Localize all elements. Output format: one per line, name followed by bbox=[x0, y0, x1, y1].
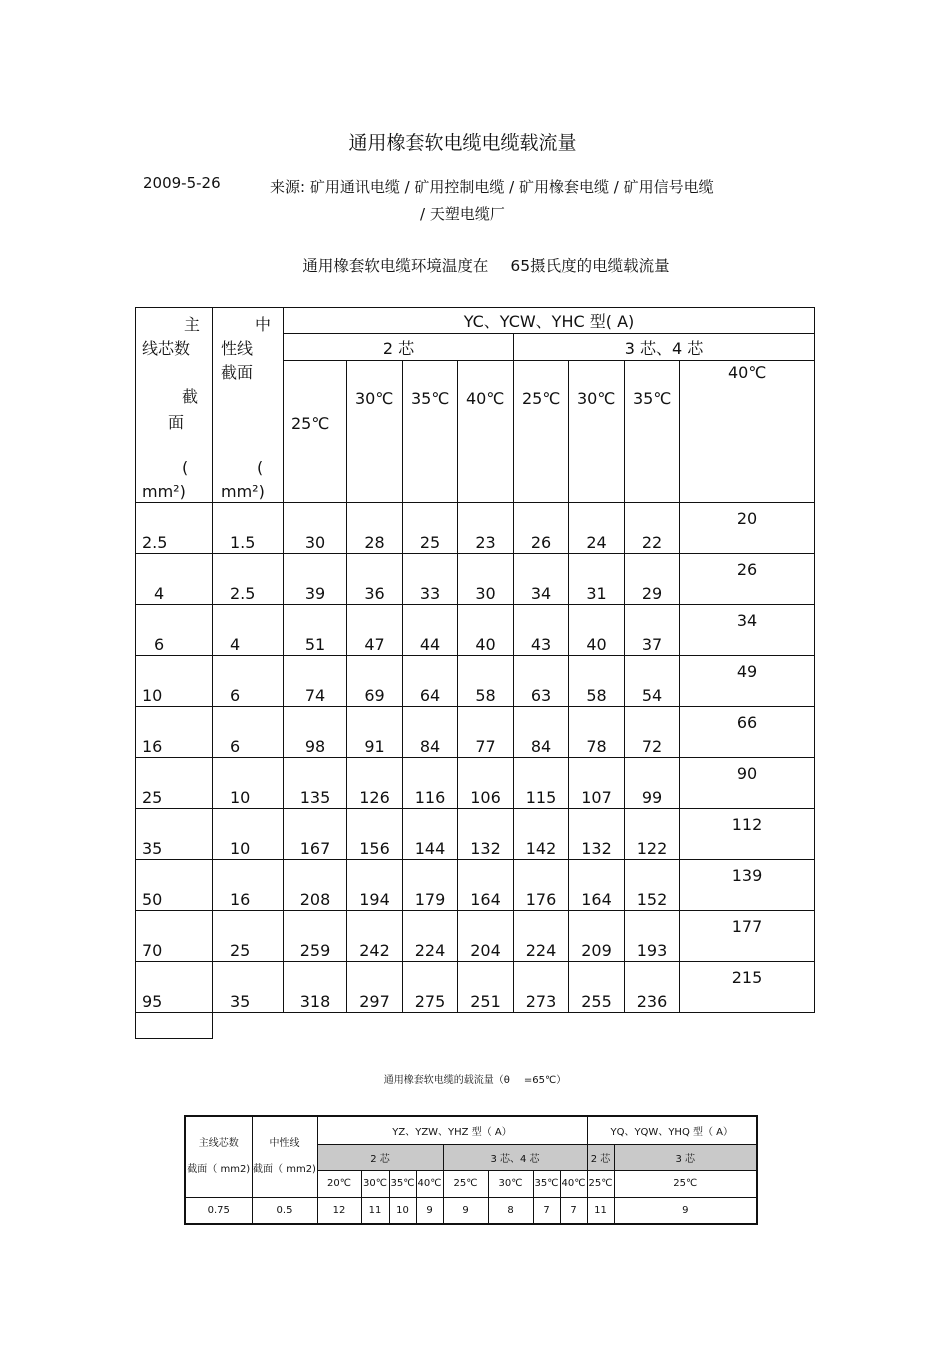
cell-neutral-section: 2.5 bbox=[213, 554, 284, 605]
cell-current-value: 193 bbox=[625, 911, 680, 962]
cell-current-value: 36 bbox=[347, 554, 403, 605]
cell-current-value: 23 bbox=[458, 503, 514, 554]
table-row bbox=[136, 911, 815, 962]
table-row bbox=[136, 707, 815, 758]
current-capacity-table-2 bbox=[184, 1115, 758, 1225]
cell-current-value: 24 bbox=[569, 503, 625, 554]
header-type-group: YC、YCW、YHC 型( A) bbox=[284, 308, 815, 334]
cell-current-value: 44 bbox=[403, 605, 458, 656]
cell-current-value: 204 bbox=[458, 911, 514, 962]
cell-current-value: 224 bbox=[514, 911, 569, 962]
cell-current-value: 112 bbox=[680, 809, 815, 860]
cell-current-value: 122 bbox=[625, 809, 680, 860]
cell-main-section: 16 bbox=[136, 707, 213, 758]
cell-current-value: 215 bbox=[680, 962, 815, 1013]
header-neutral: 中 性线 截面 ( mm²) bbox=[213, 308, 284, 503]
t2-temp: 30℃ bbox=[488, 1170, 533, 1197]
table-row bbox=[136, 860, 815, 911]
cell-current-value: 107 bbox=[569, 758, 625, 809]
cell-current-value: 164 bbox=[569, 860, 625, 911]
t2-temp: 30℃ bbox=[361, 1170, 389, 1197]
t2-cell: 9 bbox=[443, 1197, 488, 1224]
cell-current-value: 20 bbox=[680, 503, 815, 554]
cell-neutral-section: 16 bbox=[213, 860, 284, 911]
cell-current-value: 25 bbox=[403, 503, 458, 554]
cell-current-value: 40 bbox=[569, 605, 625, 656]
t2-temp: 35℃ bbox=[389, 1170, 416, 1197]
t2-cell-main: 0.75 bbox=[185, 1197, 252, 1224]
t2-temp: 25℃ bbox=[614, 1170, 757, 1197]
cell-current-value: 74 bbox=[284, 656, 347, 707]
table2-caption bbox=[0, 1071, 950, 1086]
source-text-2: / 天塑电缆厂 bbox=[420, 205, 505, 223]
current-capacity-table bbox=[135, 307, 815, 1039]
cell-current-value: 194 bbox=[347, 860, 403, 911]
cell-current-value: 91 bbox=[347, 707, 403, 758]
cell-current-value: 224 bbox=[403, 911, 458, 962]
cell-current-value: 208 bbox=[284, 860, 347, 911]
t2-group2: YQ、YQW、YHQ 型（ A） bbox=[587, 1116, 757, 1144]
cell-current-value: 49 bbox=[680, 656, 815, 707]
t2-cell-neutral: 0.5 bbox=[252, 1197, 317, 1224]
cell-current-value: 209 bbox=[569, 911, 625, 962]
cell-neutral-section: 4 bbox=[213, 605, 284, 656]
table-row bbox=[136, 656, 815, 707]
cell-current-value: 164 bbox=[458, 860, 514, 911]
t2-cell: 7 bbox=[533, 1197, 560, 1224]
header-main-cores: 主 线芯数 截 面 ( mm²) bbox=[136, 308, 213, 503]
t2-cell: 11 bbox=[587, 1197, 614, 1224]
caption-post: 摄氏度的电缆载流量 bbox=[530, 257, 670, 275]
cell-current-value: 251 bbox=[458, 962, 514, 1013]
cell-current-value: 99 bbox=[625, 758, 680, 809]
table-row bbox=[136, 758, 815, 809]
t2-temp: 40℃ bbox=[416, 1170, 443, 1197]
cell-current-value: 72 bbox=[625, 707, 680, 758]
cell-current-value: 90 bbox=[680, 758, 815, 809]
table-row bbox=[136, 503, 815, 554]
cell-current-value: 66 bbox=[680, 707, 815, 758]
cell-current-value: 132 bbox=[458, 809, 514, 860]
temp-header: 35℃ bbox=[403, 361, 458, 503]
cell-current-value: 26 bbox=[680, 554, 815, 605]
t2-cell: 8 bbox=[488, 1197, 533, 1224]
cell-current-value: 26 bbox=[514, 503, 569, 554]
t2-g1-2core: 2 芯 bbox=[317, 1144, 443, 1170]
cell-current-value: 77 bbox=[458, 707, 514, 758]
temp-header: 40℃ bbox=[680, 361, 815, 503]
cell-current-value: 275 bbox=[403, 962, 458, 1013]
cell-current-value: 135 bbox=[284, 758, 347, 809]
cell-main-section: 10 bbox=[136, 656, 213, 707]
cell-main-section: 2.5 bbox=[136, 503, 213, 554]
cell-current-value: 58 bbox=[458, 656, 514, 707]
cell-current-value: 132 bbox=[569, 809, 625, 860]
cell-current-value: 47 bbox=[347, 605, 403, 656]
cell-current-value: 242 bbox=[347, 911, 403, 962]
cell-current-value: 106 bbox=[458, 758, 514, 809]
cell-neutral-section: 25 bbox=[213, 911, 284, 962]
cell-current-value: 40 bbox=[458, 605, 514, 656]
header-34core: 3 芯、4 芯 bbox=[514, 334, 815, 361]
cell-current-value: 43 bbox=[514, 605, 569, 656]
cell-main-section: 70 bbox=[136, 911, 213, 962]
cell-neutral-section: 6 bbox=[213, 707, 284, 758]
t2-g1-34core: 3 芯、4 芯 bbox=[443, 1144, 587, 1170]
t2-group1: YZ、YZW、YHZ 型（ A） bbox=[317, 1116, 587, 1144]
cell-current-value: 318 bbox=[284, 962, 347, 1013]
cell-neutral-section: 6 bbox=[213, 656, 284, 707]
cell-current-value: 78 bbox=[569, 707, 625, 758]
cell-current-value: 98 bbox=[284, 707, 347, 758]
t2-cell: 10 bbox=[389, 1197, 416, 1224]
t2-header-neutral: 中性线 截面（ mm2) bbox=[252, 1116, 317, 1197]
t2-g2-2core: 2 芯 bbox=[587, 1144, 614, 1170]
table-row bbox=[136, 554, 815, 605]
cell-current-value: 51 bbox=[284, 605, 347, 656]
source-text-1: 来源: 矿用通讯电缆 / 矿用控制电缆 / 矿用橡套电缆 / 矿用信号电缆 bbox=[270, 178, 714, 196]
cell-current-value: 54 bbox=[625, 656, 680, 707]
cell-current-value: 144 bbox=[403, 809, 458, 860]
cell-current-value: 64 bbox=[403, 656, 458, 707]
t2-temp: 25℃ bbox=[443, 1170, 488, 1197]
t2-cell: 7 bbox=[560, 1197, 587, 1224]
cell-main-section: 95 bbox=[136, 962, 213, 1013]
table-row bbox=[136, 605, 815, 656]
temp-header: 30℃ bbox=[569, 361, 625, 503]
t2-temp: 25℃ bbox=[587, 1170, 614, 1197]
cell-main-section: 25 bbox=[136, 758, 213, 809]
cell-current-value: 156 bbox=[347, 809, 403, 860]
t2-cell: 11 bbox=[361, 1197, 389, 1224]
cell-current-value: 84 bbox=[403, 707, 458, 758]
cell-current-value: 259 bbox=[284, 911, 347, 962]
t2-cell: 9 bbox=[416, 1197, 443, 1224]
t2-header-main: 主线芯数 截面（ mm2) bbox=[185, 1116, 252, 1197]
cell-current-value: 69 bbox=[347, 656, 403, 707]
cell-current-value: 63 bbox=[514, 656, 569, 707]
cell-current-value: 84 bbox=[514, 707, 569, 758]
table-row bbox=[136, 809, 815, 860]
cell-current-value: 33 bbox=[403, 554, 458, 605]
cell-current-value: 115 bbox=[514, 758, 569, 809]
t2-temp: 20℃ bbox=[317, 1170, 361, 1197]
t2-g2-3core: 3 芯 bbox=[614, 1144, 757, 1170]
cell-current-value: 30 bbox=[284, 503, 347, 554]
cell-current-value: 142 bbox=[514, 809, 569, 860]
temp-header: 30℃ bbox=[347, 361, 403, 503]
cell-current-value: 39 bbox=[284, 554, 347, 605]
cell-current-value: 116 bbox=[403, 758, 458, 809]
cell-main-section: 50 bbox=[136, 860, 213, 911]
cell-current-value: 126 bbox=[347, 758, 403, 809]
cell-neutral-section: 10 bbox=[213, 809, 284, 860]
table1-caption bbox=[0, 254, 950, 276]
cell-neutral-section: 35 bbox=[213, 962, 284, 1013]
source-line bbox=[270, 174, 830, 228]
t2-cell: 9 bbox=[614, 1197, 757, 1224]
temp-header: 35℃ bbox=[625, 361, 680, 503]
page-title: 通用橡套软电缆电缆载流量 bbox=[348, 132, 577, 154]
t2-cell: 12 bbox=[317, 1197, 361, 1224]
cell-current-value: 179 bbox=[403, 860, 458, 911]
cell-current-value: 34 bbox=[680, 605, 815, 656]
cell-main-section: 4 bbox=[136, 554, 213, 605]
table-row bbox=[136, 962, 815, 1013]
empty-cell bbox=[136, 1013, 213, 1039]
cell-current-value: 297 bbox=[347, 962, 403, 1013]
cell-current-value: 58 bbox=[569, 656, 625, 707]
caption2-cond: =65℃） bbox=[523, 1075, 567, 1086]
cell-neutral-section: 1.5 bbox=[213, 503, 284, 554]
cell-main-section: 6 bbox=[136, 605, 213, 656]
cell-neutral-section: 10 bbox=[213, 758, 284, 809]
cell-current-value: 273 bbox=[514, 962, 569, 1013]
temp-header: 40℃ bbox=[458, 361, 514, 503]
cell-current-value: 37 bbox=[625, 605, 680, 656]
caption-pre: 通用橡套软电缆环境温度在 bbox=[302, 257, 489, 275]
cell-current-value: 28 bbox=[347, 503, 403, 554]
cell-main-section: 35 bbox=[136, 809, 213, 860]
cell-current-value: 236 bbox=[625, 962, 680, 1013]
cell-current-value: 34 bbox=[514, 554, 569, 605]
temp-header: 25℃ bbox=[514, 361, 569, 503]
cell-current-value: 167 bbox=[284, 809, 347, 860]
cell-current-value: 152 bbox=[625, 860, 680, 911]
caption-temp: 65 bbox=[510, 257, 531, 275]
cell-current-value: 31 bbox=[569, 554, 625, 605]
cell-current-value: 139 bbox=[680, 860, 815, 911]
cell-current-value: 30 bbox=[458, 554, 514, 605]
cell-current-value: 22 bbox=[625, 503, 680, 554]
t2-temp: 40℃ bbox=[560, 1170, 587, 1197]
temp-header: 25℃ bbox=[284, 361, 347, 503]
cell-current-value: 255 bbox=[569, 962, 625, 1013]
publish-date: 2009-5-26 bbox=[143, 174, 221, 192]
cell-current-value: 29 bbox=[625, 554, 680, 605]
cell-current-value: 176 bbox=[514, 860, 569, 911]
t2-temp: 35℃ bbox=[533, 1170, 560, 1197]
header-2core: 2 芯 bbox=[284, 334, 514, 361]
cell-current-value: 177 bbox=[680, 911, 815, 962]
caption2-text: 通用橡套软电缆的载流量（θ bbox=[383, 1075, 510, 1086]
